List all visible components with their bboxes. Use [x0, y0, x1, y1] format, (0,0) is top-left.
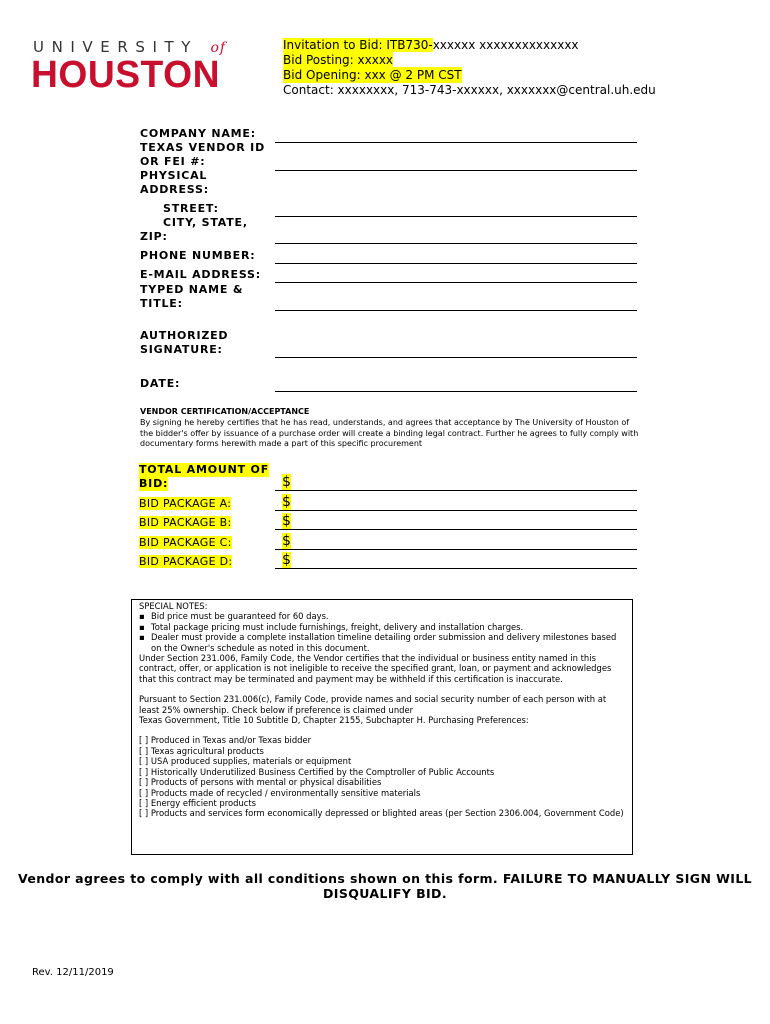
email-input-line[interactable] — [275, 282, 637, 283]
preference-checkbox[interactable]: [ ] Products and services form economically depressed or blighted areas (per Section 2306.004, Government Code) — [139, 808, 624, 819]
texas-vendor-id-label: TEXAS VENDOR ID — [140, 141, 266, 154]
section-231-text: Under Section 231.006, Family Code, the Vendor certifies that the individual or business entity named in this contract, offer, or application is not ineligible to receive the specified grant, loan, or payment and acknowledges that this contract may be terminated and payment may be withheld if this certification is inaccurate. — [139, 653, 612, 684]
pursuant-text: Pursuant to Section 231.006(c), Family Code, provide names and social security number of each person with at least 25% ownership. Check below if preference is claimed under — [139, 694, 607, 715]
invitation-to-bid: Invitation to Bid: ITB730-xxxxxx xxxxxxxxxxxxxx — [283, 38, 579, 52]
package-b-input-line[interactable] — [275, 529, 637, 530]
city-state-label: CITY, STATE, — [163, 216, 248, 229]
note-bullet: ▪ Total package pricing must include furnishings, freight, delivery and installation charges. — [149, 622, 629, 632]
signature-label: SIGNATURE: — [140, 343, 223, 356]
preference-checkbox[interactable]: [ ] Energy efficient products — [139, 797, 257, 808]
bid-posting: Bid Posting: xxxxx — [283, 53, 394, 67]
note-bullet: ▪ Dealer must provide a complete installation timeline detailing order submission and delivery milestones based on the Owner's schedule as noted in this document. — [149, 632, 623, 653]
bid-opening: Bid Opening: xxx @ 2 PM CST — [283, 68, 462, 82]
texas-vendor-id-label-2: OR FEI #: — [140, 155, 206, 168]
signature-input-line[interactable] — [275, 357, 637, 358]
contact-info: Contact: xxxxxxxx, 713-743-xxxxxx, xxxxxxx@central.uh.edu — [283, 83, 656, 97]
city-input-line[interactable] — [275, 243, 637, 244]
physical-address-label-2: ADDRESS: — [140, 183, 209, 196]
date-input-line[interactable] — [275, 391, 637, 392]
street-input-line[interactable] — [275, 216, 637, 217]
total-amount-label: TOTAL AMOUNT OF — [139, 463, 270, 476]
houston-logo-text: HOUSTON — [31, 54, 220, 96]
date-label: DATE: — [140, 377, 181, 390]
typed-name-input-line[interactable] — [275, 310, 637, 311]
preference-checkbox[interactable]: [ ] Products of persons with mental or physical disabilities — [139, 777, 382, 788]
typed-name-label: TYPED NAME & — [140, 283, 244, 296]
package-d-input-line[interactable] — [275, 568, 637, 569]
preference-checkbox[interactable]: [ ] Products made of recycled / environmentally sensitive materials — [139, 787, 421, 798]
package-c-input-line[interactable] — [275, 549, 637, 550]
preference-checkbox[interactable]: [ ] Historically Underutilized Business Certified by the Comptroller of Public Accounts — [139, 766, 495, 777]
phone-number-label: PHONE NUMBER: — [140, 249, 256, 262]
bid-package-d-label: BID PACKAGE D: — [139, 555, 233, 568]
note-bullet: ▪ Bid price must be guaranteed for 60 days. — [149, 611, 629, 621]
vendor-agreement-footer — [0, 871, 770, 901]
company-name-label: COMPANY NAME: — [140, 127, 256, 140]
total-amount-label-2: BID: — [139, 477, 169, 490]
authorized-label: AUTHORIZED — [140, 329, 229, 342]
texas-government-text: Texas Government, Title 10 Subtitle D, Chapter 2155, Subchapter H. Purchasing Preferences: — [139, 715, 529, 726]
preference-checkbox[interactable]: [ ] Texas agricultural products — [139, 745, 264, 756]
bid-package-a-label: BID PACKAGE A: — [139, 497, 232, 510]
university-of-logo-text: UNIVERSITY of — [33, 38, 227, 56]
package-a-dollar-sign: $ — [282, 494, 291, 510]
special-notes-title: SPECIAL NOTES: — [139, 601, 208, 611]
total-dollar-sign: $ — [282, 474, 291, 490]
package-b-dollar-sign: $ — [282, 513, 291, 529]
package-d-dollar-sign: $ — [282, 552, 291, 568]
revision-date: Rev. 12/11/2019 — [32, 967, 114, 978]
preference-checkbox[interactable]: [ ] Produced in Texas and/or Texas bidder — [139, 735, 312, 746]
certification-title: VENDOR CERTIFICATION/ACCEPTANCE — [140, 407, 310, 416]
special-notes — [139, 601, 629, 819]
package-a-input-line[interactable] — [275, 510, 637, 511]
certification-body: By signing he hereby certifies that he has read, understands, and agrees that acceptance by The University of Houston of the bidder's offer by issuance of a purchase order will create a binding legal contract. Further he agrees to fully comply with documentary forms herewith made a part of this specific procurement — [140, 418, 639, 448]
title-label: TITLE: — [140, 297, 183, 310]
footer-line-2: DISQUALIFY BID. — [323, 886, 447, 901]
footer-line-1: Vendor agrees to comply with all conditions shown on this form. FAILURE TO MANUALLY SIGN WILL — [17, 871, 753, 886]
physical-address-label: PHYSICAL — [140, 169, 208, 182]
zip-label: ZIP: — [140, 230, 168, 243]
total-amount-input-line[interactable] — [275, 490, 637, 491]
street-label: STREET: — [163, 202, 219, 215]
company-name-input-line[interactable] — [275, 142, 637, 143]
vendor-id-input-line[interactable] — [275, 170, 637, 171]
package-c-dollar-sign: $ — [282, 533, 291, 549]
phone-input-line[interactable] — [275, 263, 637, 264]
preference-checkbox[interactable]: [ ] USA produced supplies, materials or equipment — [139, 756, 352, 767]
email-address-label: E-MAIL ADDRESS: — [140, 268, 261, 281]
bid-package-c-label: BID PACKAGE C: — [139, 536, 232, 549]
bid-package-b-label: BID PACKAGE B: — [139, 516, 232, 529]
